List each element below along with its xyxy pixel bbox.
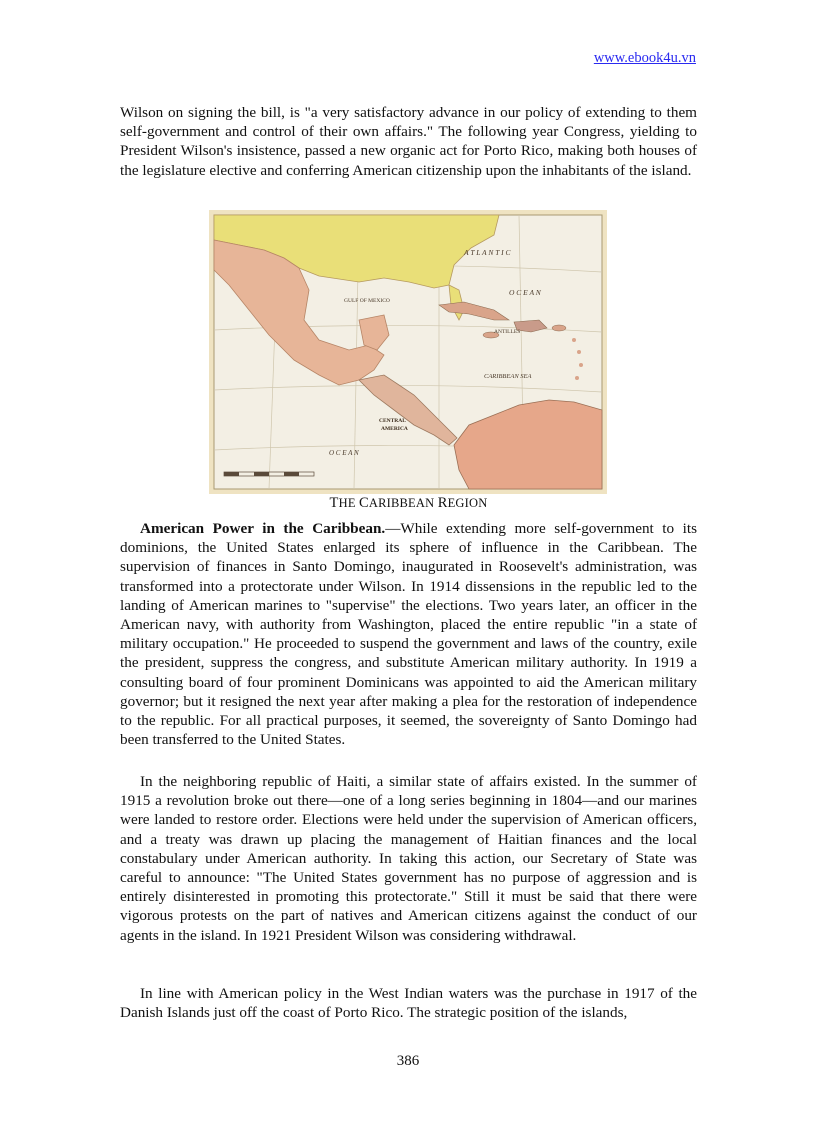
label-atlantic: A T L A N T I C	[464, 248, 511, 257]
figure-caption: THE CARIBBEAN REGION	[329, 495, 488, 511]
label-caribbean: CARIBBEAN SEA	[484, 373, 532, 380]
paragraph-2: American Power in the Caribbean.—While extending more self-government to its dominions, the United States enlarged its sphere of influence in the Caribbean. The supervision of finances in Santo Domingo, inaugurated in Roosevelt's administration, was transformed into a protectorate under Wilson. In 1914 dissensions in the republic led to the landing of American marines to "supervise" the elections. Two years later, an officer in the American navy, with authority from Washington, placed the entire republic "in a state of military occupation." He proceeded to suspend the government and laws of the country, exile the president, suppress the congress, and substitute American military authority. In 1919 a consulting board of four prominent Dominicans was appointed to aid the American military governor; but it resigned the next year after making a plea for the restoration of independence to the republic. For all practical purposes, it seemed, the sovereignty of Santo Domingo had been transferred to the United States.	[120, 520, 697, 749]
paragraph-1: Wilson on signing the bill, is "a very satisfactory advance in our policy of extending to them self-government and control of their own affairs." The following year Congress, yielding to President Wilson's insistence, passed a new organic act for Porto Rico, making both houses of the legislature elective and conferring American citizenship upon the inhabitants of the island.	[120, 104, 697, 179]
porto-rico	[552, 325, 566, 331]
label-central: CENTRAL	[379, 418, 406, 424]
page-number: 386	[396, 1053, 420, 1069]
label-ocean-pacific: O C E A N	[329, 449, 359, 457]
label-ocean-atlantic: O C E A N	[509, 288, 541, 297]
paragraph-3: In the neighboring republic of Haiti, a similar state of affairs existed. In the summer of 1915 a revolution broke out there—one of a long series beginning in 1804—and our marines were landed to restore order. Elections were held under the supervision of American officers, and a treaty was drawn up placing the management of Haitian finances and the local constabulary under American authority. In taking this action, our Secretary of State was careful to announce: "The United States government has no purpose of aggression and is entirely disinterested in promoting this protectorate." Still it must be said that there were vigorous protests on the part of natives and American citizens against the conduct of our agents in the island. In 1921 President Wilson was considering withdrawal.	[120, 773, 697, 944]
label-gulf: GULF OF MEXICO	[344, 298, 390, 304]
label-america: AMERICA	[381, 426, 408, 432]
map-scale-segments	[224, 472, 299, 476]
section-heading: American Power in the Caribbean.	[140, 520, 386, 537]
caribbean-map	[209, 210, 607, 494]
label-antilles: ANTILLES	[494, 329, 521, 335]
paragraph-4: In line with American policy in the West Indian waters was the purchase in 1917 of the Danish Islands just off the coast of Porto Rico. The strategic position of the islands,	[120, 985, 697, 1022]
site-link[interactable]: www.ebook4u.vn	[593, 50, 696, 66]
